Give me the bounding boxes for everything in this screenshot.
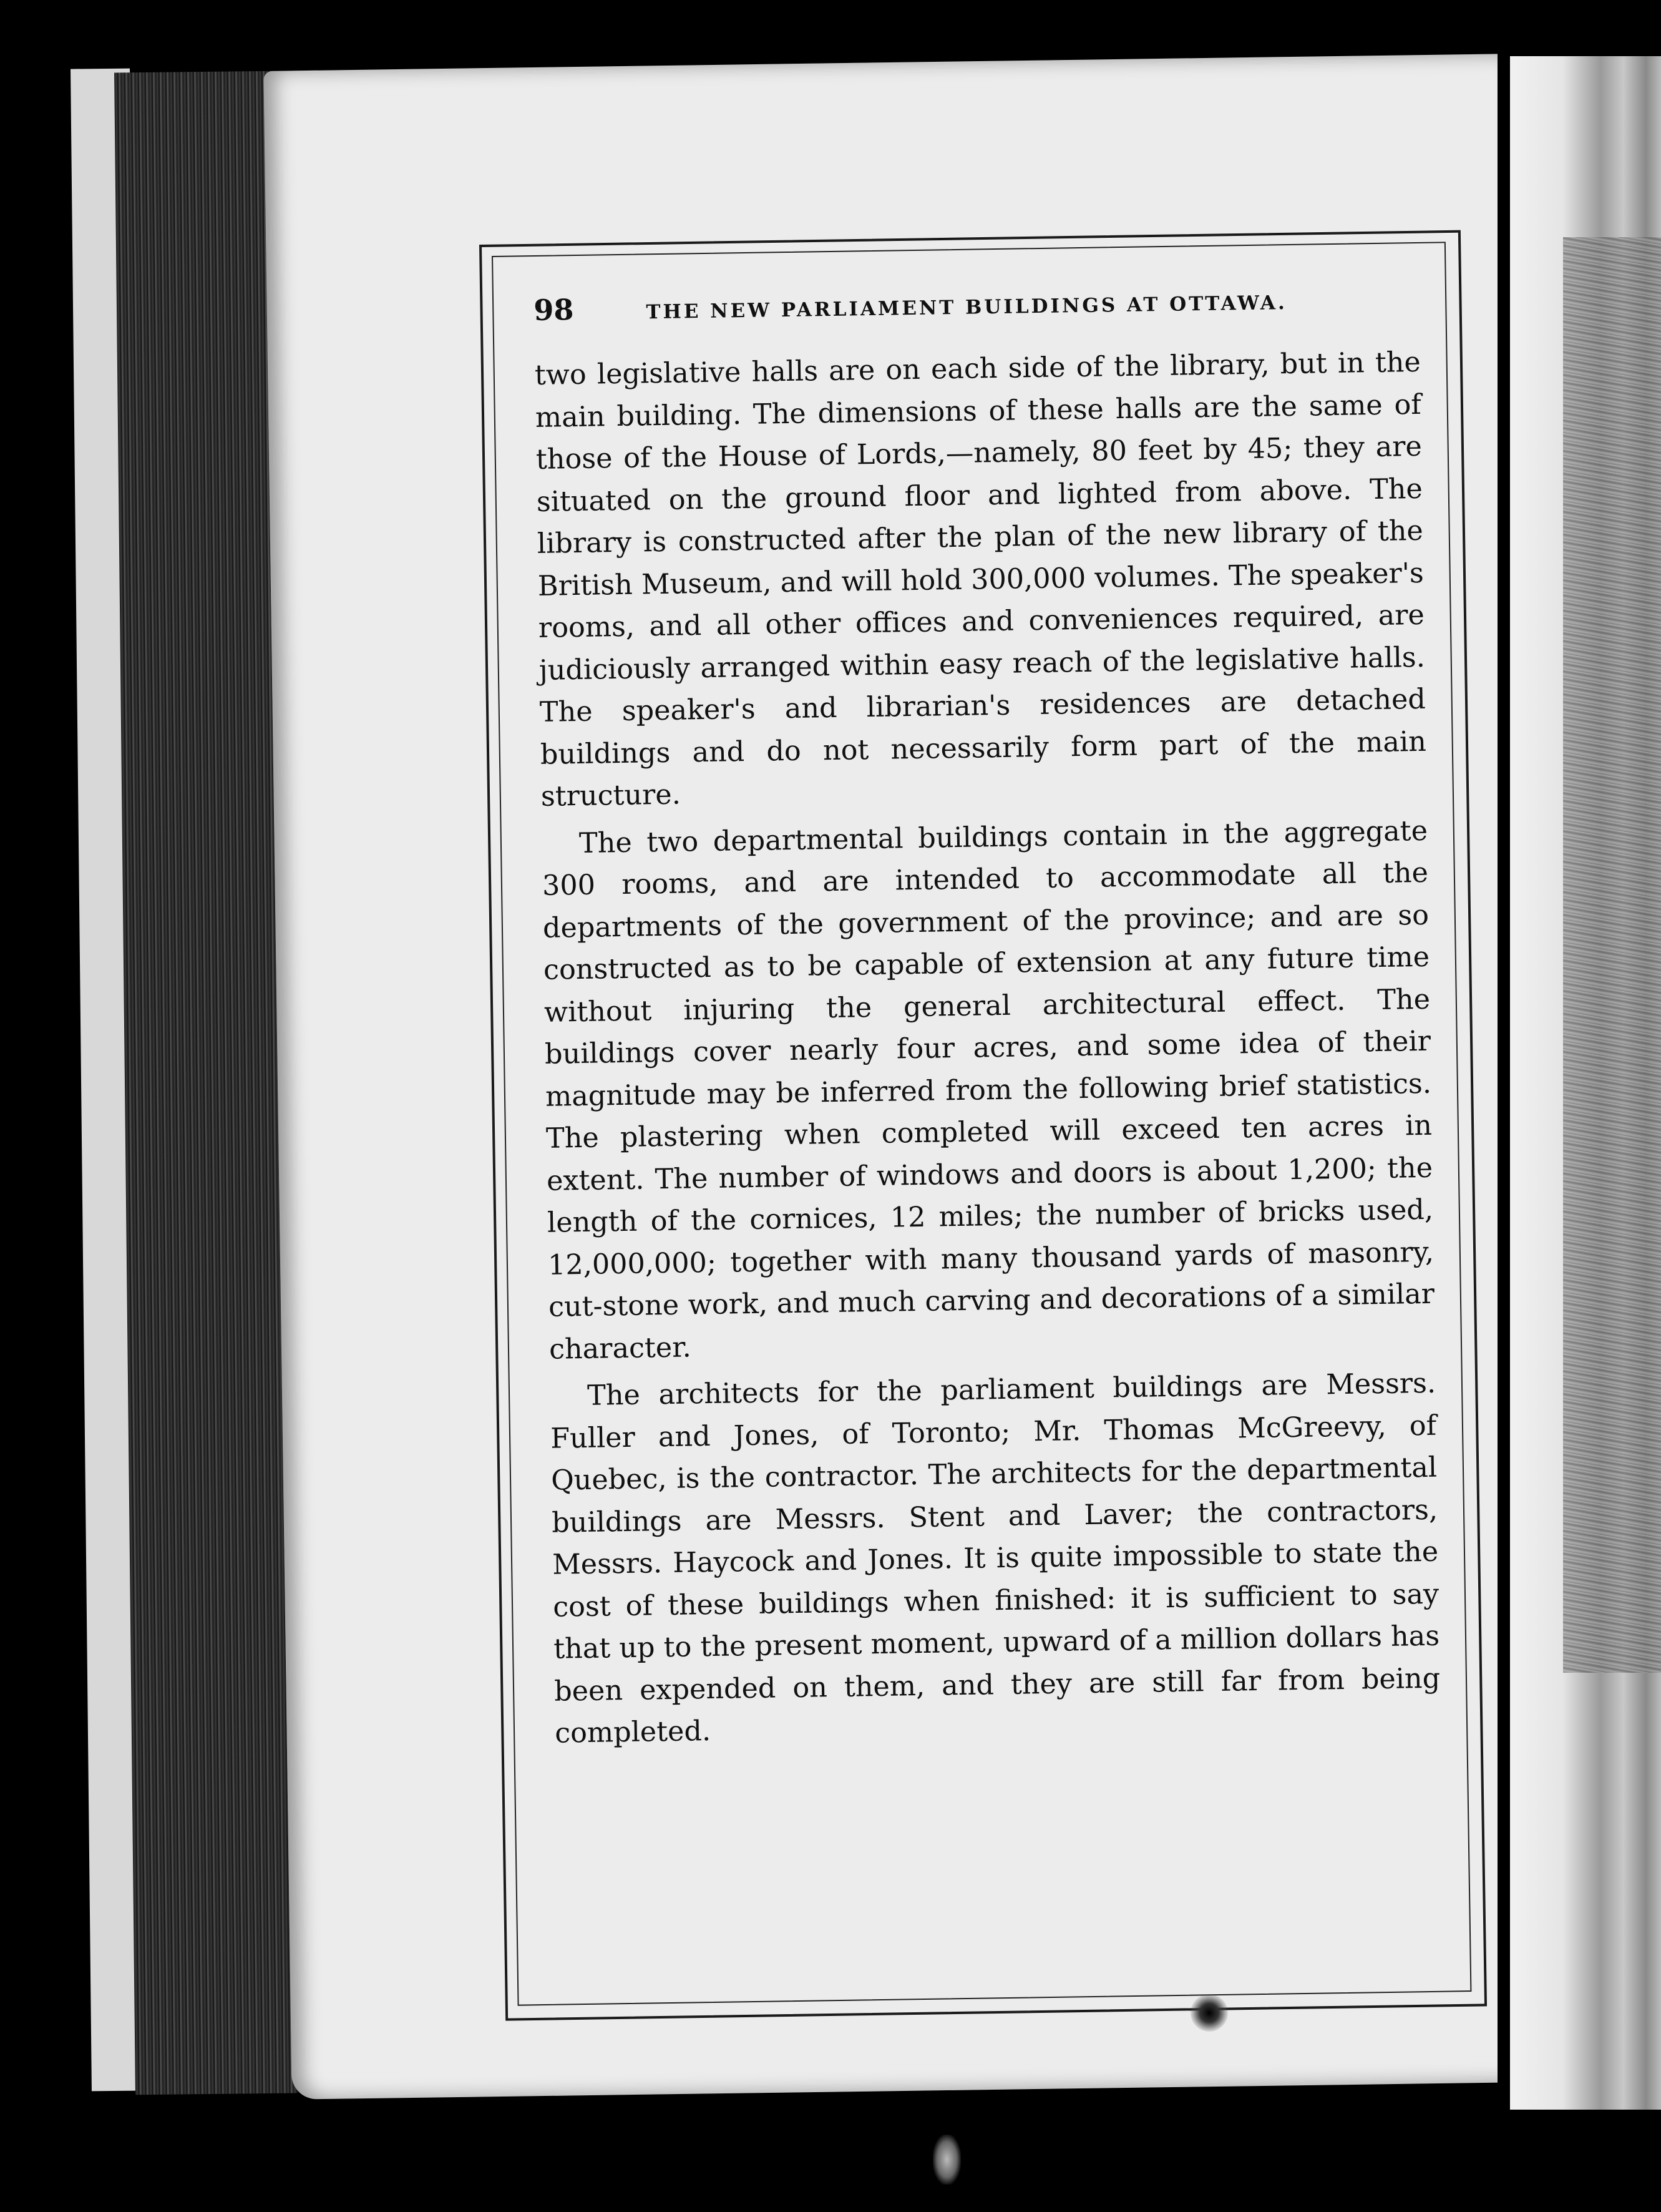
facing-page-engraving: [1563, 237, 1661, 1673]
paragraph-2: The two departmental buildings contain in the aggregate 300 rooms, and are intended to accommodate all the departments of the government of the province; and are so constructed as to be capable of extension at any future time without injuring the general architectural effect. The buildings cover nearly four acres, and some idea of their magnitude may be inferred from the following brief statistics. The plastering when completed will exceed ten acres in extent. The number of windows and doors is about 1,200; the length of the cornices, 12 miles; the number of bricks used, 12,000,000; together with many thousand yards of masonry, cut-stone work, and much carving and decorations of a similar character.: [542, 815, 1435, 1366]
paragraph-1: two legislative halls are on each side of the library, but in the main building. The dimensions of these halls are the same of those of the House of Lords,—namely, 80 feet by 45; they are situated on the ground floor and lighted from above. The library is constructed after the plan of the new library of the British Museum, and will hold 300,000 volumes. The speaker's rooms, and all other offices and conveniences required, are judiciously arranged within easy reach of the legislative halls. The speaker's and librarian's residences are detached buildings and do not necessarily form part of the main structure.: [534, 346, 1427, 813]
page-text-block: [533, 280, 1441, 1754]
scan-artifact: [933, 2135, 961, 2185]
running-title: THE NEW PARLIAMENT BUILDINGS AT OTTAWA.: [646, 291, 1287, 324]
paragraph-3: The architects for the parliament buildings are Messrs. Fuller and Jones, of Toronto; Mr. Thomas McGreevy, of Quebec, is the contractor. The architects for the departmental buildings are Messrs. Stent and Laver; the contractors, Messrs. Haycock and Jones. It is quite impossible to state the cost of these buildings when finished: it is sufficient to say that up to the present moment, upward of a million dollars has been expended on them, and they are still far from being completed.: [550, 1367, 1441, 1750]
ink-smudge: [1191, 1994, 1228, 2032]
page-number: 98: [533, 293, 574, 327]
